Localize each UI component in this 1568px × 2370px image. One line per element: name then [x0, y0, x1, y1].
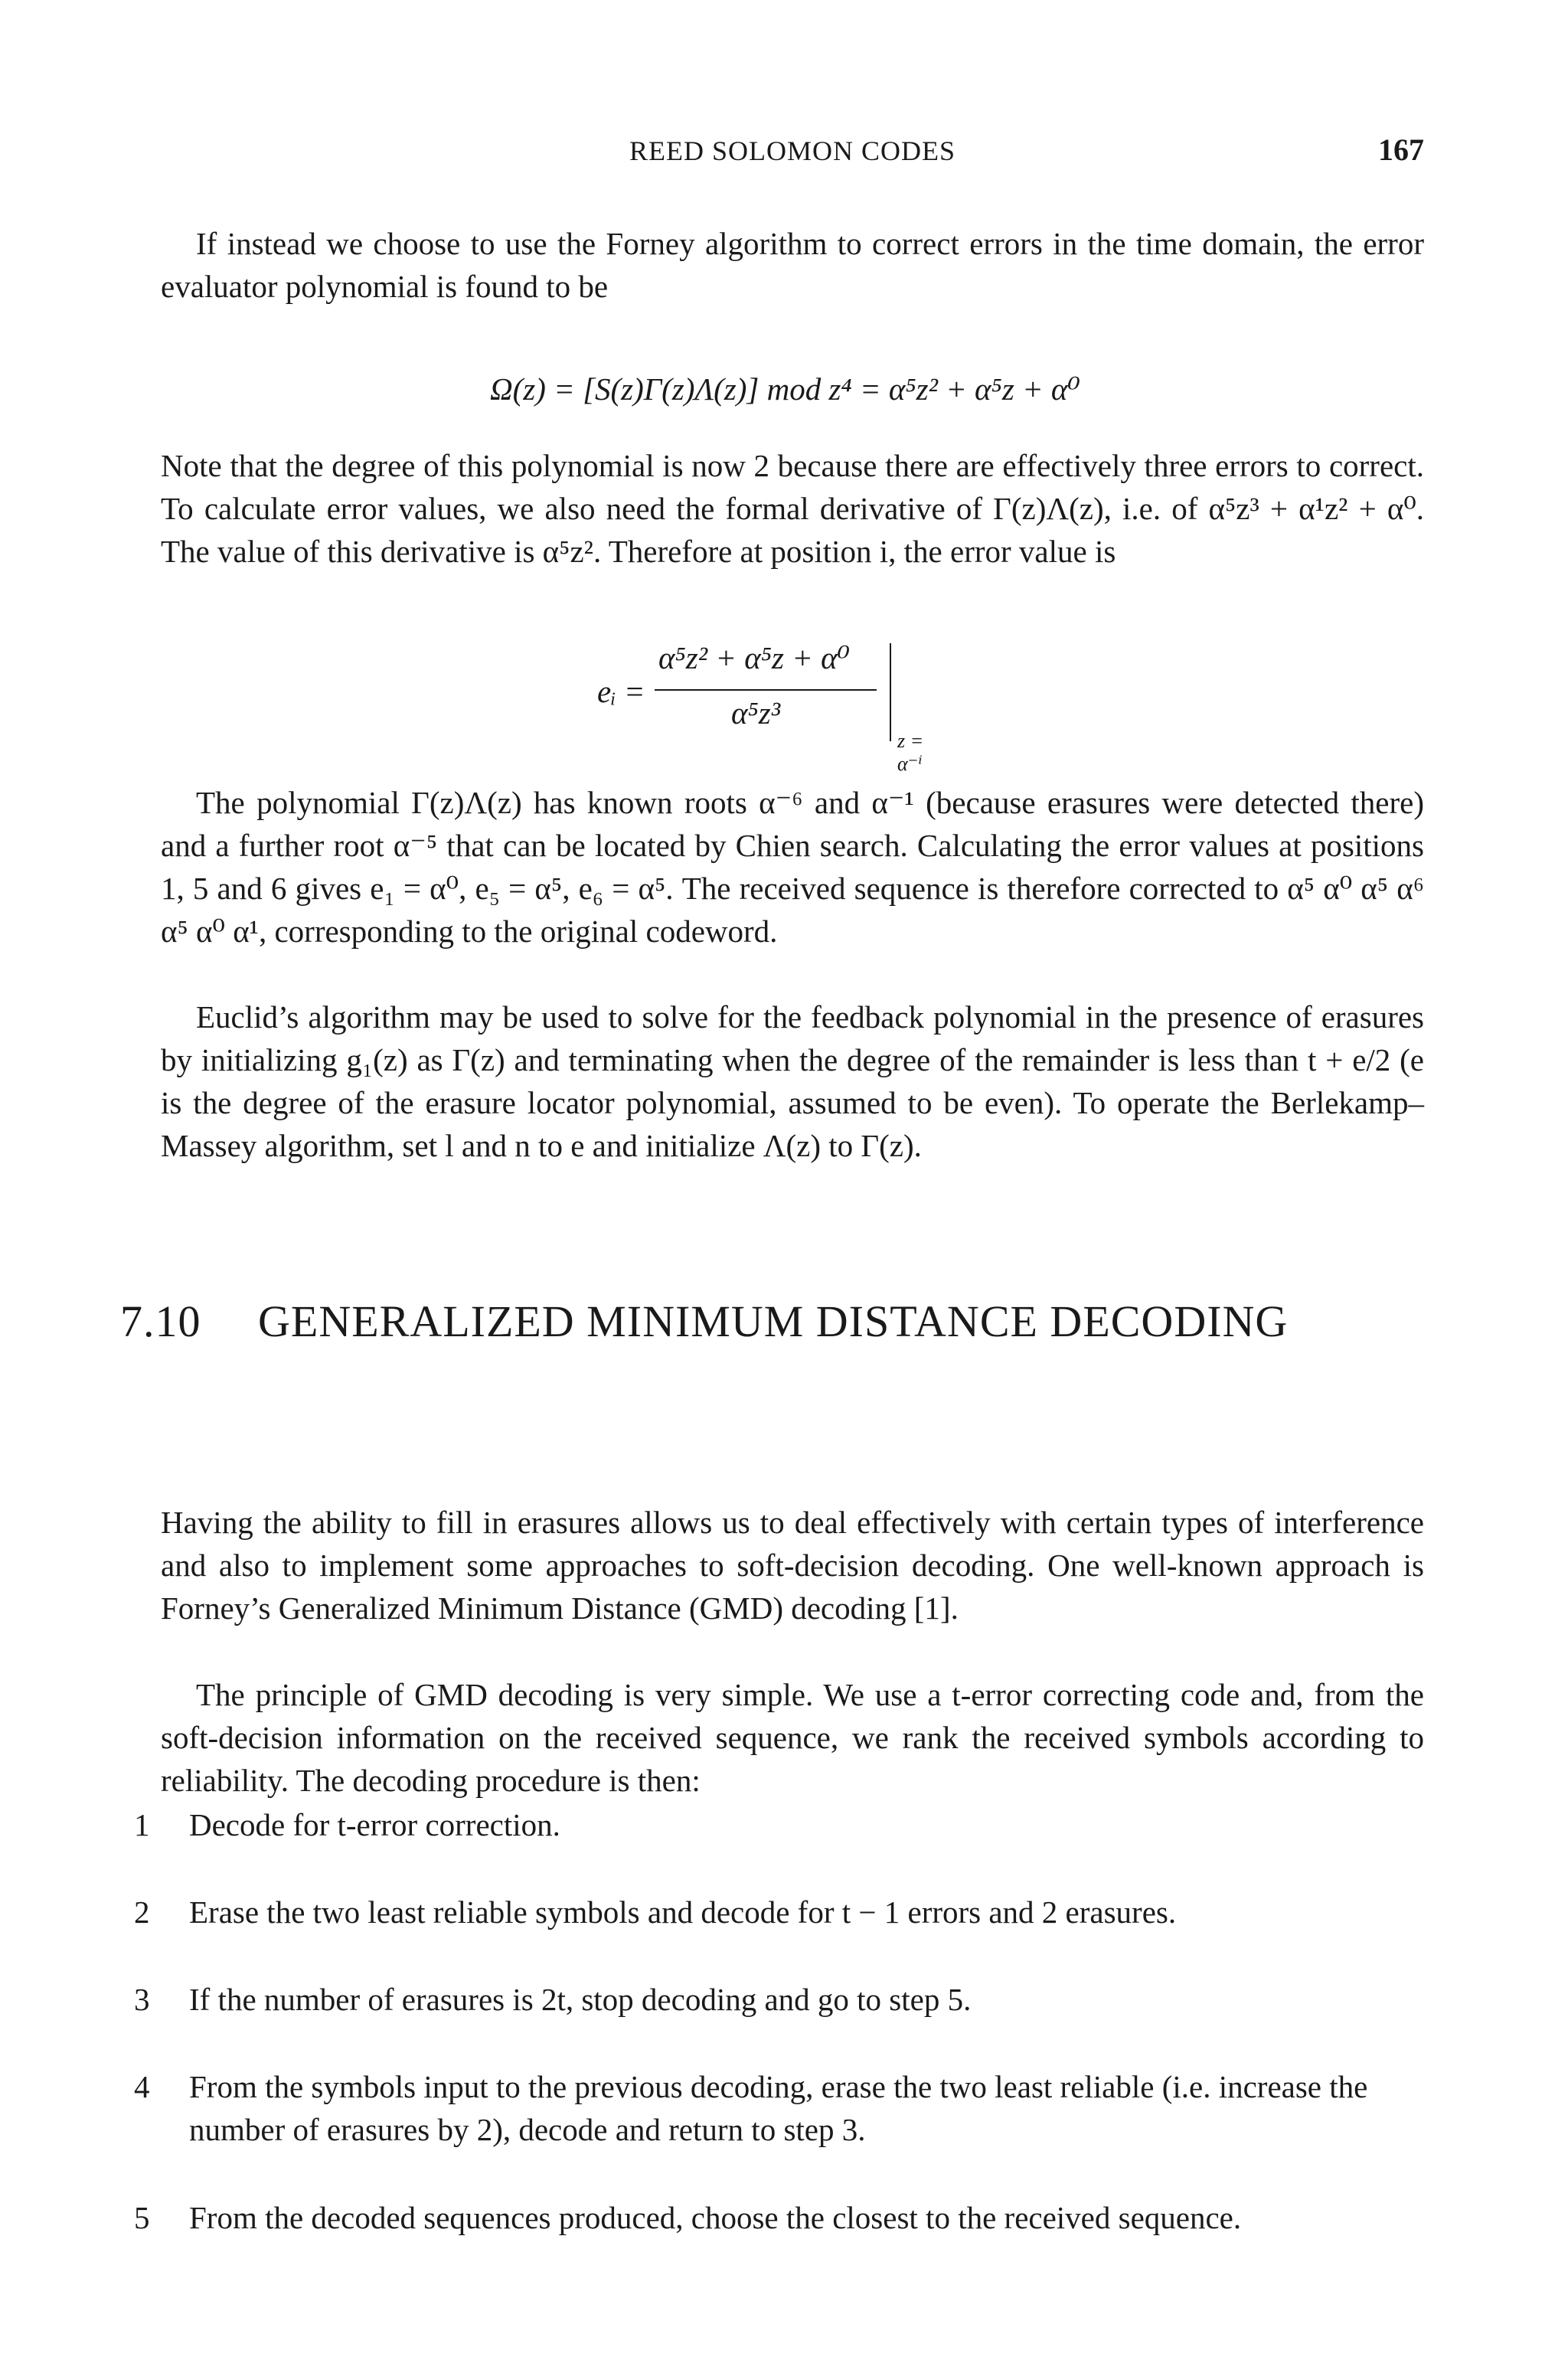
- list-text: If the number of erasures is 2t, stop decoding and go to step 5.: [189, 1982, 972, 2017]
- equation-lhs: eᵢ =: [597, 674, 645, 709]
- evaluation-point: z = α⁻ⁱ: [897, 730, 924, 775]
- list-number: 2: [134, 1894, 150, 1930]
- page-number: 167: [1378, 132, 1424, 167]
- paragraph-euclid: Euclid’s algorithm may be used to solve for the feedback polynomial in the presence of erasures by initializing g₁(z) as Γ(z) and terminating when the degree of the remainder is less than t + e/2 (e is the degree of the erasure locator polynomial, assumed to be even). To operate the Berlekamp–Massey algorithm, set l and n to e and initialize Λ(z) to Γ(z).: [161, 999, 1424, 1163]
- paragraph-gmd-intro: Having the ability to fill in erasures allows us to deal effectively with certain types of interference and also to implement some approaches to soft-decision decoding. One well-known approach is Forney’s Generalized Minimum Distance (GMD) decoding [1].: [161, 1505, 1424, 1626]
- list-text: From the symbols input to the previous decoding, erase the two least reliable (i.e. increase the number of erasures by 2), decode and return to step 3.: [189, 2069, 1368, 2147]
- list-text: Decode for t-error correction.: [189, 1807, 560, 1842]
- fraction-denominator: α⁵z³: [731, 695, 781, 731]
- equation-error-evaluator: Ω(z) = [S(z)Γ(z)Λ(z)] mod z⁴ = α⁵z² + α⁵z + α⁰: [490, 371, 1080, 407]
- list-text: Erase the two least reliable symbols and decode for t − 1 errors and 2 erasures.: [189, 1894, 1177, 1930]
- section-number: 7.10: [120, 1296, 201, 1346]
- list-number: 1: [134, 1807, 150, 1842]
- list-text: From the decoded sequences produced, choose the closest to the received sequence.: [189, 2200, 1242, 2235]
- running-head: REED SOLOMON CODES: [629, 136, 956, 166]
- paragraph-roots: The polynomial Γ(z)Λ(z) has known roots α⁻⁶ and α⁻¹ (because erasures were detected there) and a further root α⁻⁵ that can be located by Chien search. Calculating the error values at positions 1, 5 and 6 gives e₁ = α⁰, e₅ = α⁵, e₆ = α⁵. The received sequence is therefore corrected to α⁵ α⁰ α⁵ α⁶ α⁵ α⁰ α¹, corresponding to the original codeword.: [161, 785, 1424, 949]
- paragraph-forney-intro: If instead we choose to use the Forney algorithm to correct errors in the time domain, the error evaluator polynomial is found to be: [161, 226, 1424, 304]
- paragraph-gmd-principle: The principle of GMD decoding is very simple. We use a t-error correcting code and, from the soft-decision information on the received sequence, we rank the received symbols according to reliability. The decoding procedure is then:: [161, 1677, 1424, 1798]
- section-title: GENERALIZED MINIMUM DISTANCE DECODING: [258, 1296, 1289, 1346]
- fraction-numerator: α⁵z² + α⁵z + α⁰: [658, 640, 851, 675]
- list-number: 4: [134, 2069, 150, 2104]
- page-header: [161, 129, 1424, 175]
- fraction-bar: [655, 689, 877, 691]
- evaluation-bar: [890, 643, 891, 741]
- list-number: 5: [134, 2200, 150, 2235]
- list-number: 3: [134, 1982, 150, 2017]
- paragraph-derivative: Note that the degree of this polynomial is now 2 because there are effectively three errors to correct. To calculate error values, we also need the formal derivative of Γ(z)Λ(z), i.e. of α⁵z³ + α¹z² + α⁰. The value of this derivative is α⁵z². Therefore at position i, the error value is: [161, 448, 1424, 569]
